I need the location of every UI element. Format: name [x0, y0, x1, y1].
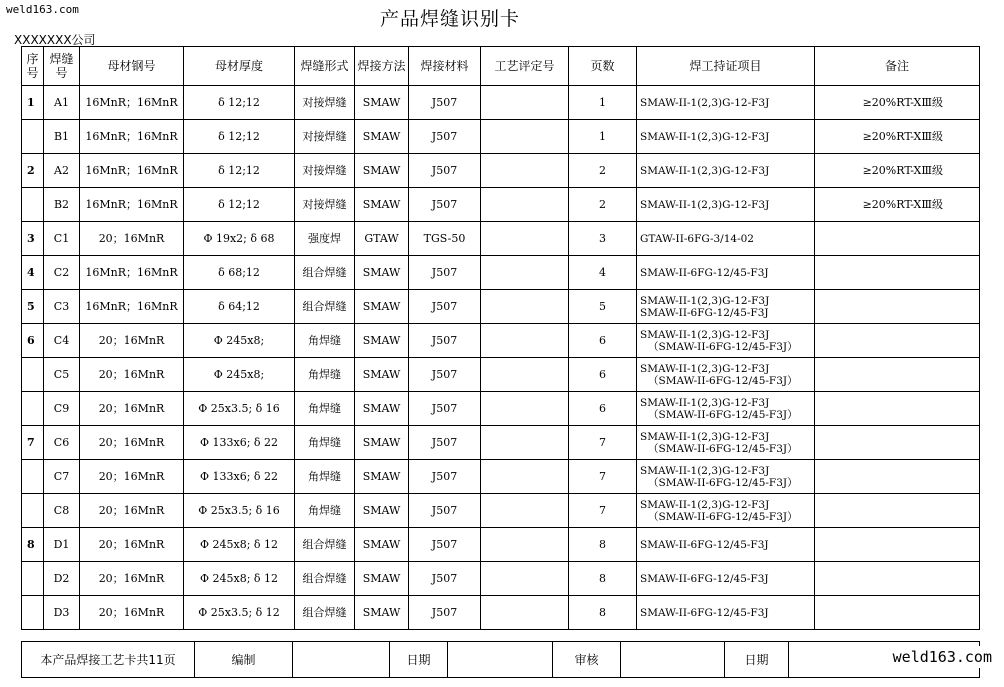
cell-seq: 3 — [22, 222, 44, 256]
table-row — [22, 290, 980, 324]
watermark-top: weld163.com — [6, 3, 79, 16]
cell-page: 8 — [569, 596, 637, 630]
cell-consumable: J507 — [409, 324, 481, 358]
cert-line-1: SMAW-II-1(2,3)G-12-F3J — [640, 464, 770, 477]
cell-thickness: Φ 25x3.5; δ 12 — [184, 596, 295, 630]
cell-method: SMAW — [355, 256, 409, 290]
cert-line-2: （SMAW-II-6FG-12/45-F3J） — [648, 340, 798, 353]
cell-material: 20；16MnR — [80, 494, 184, 528]
cell-form: 角焊缝 — [295, 324, 355, 358]
cell-note — [815, 460, 980, 494]
cell-page: 1 — [569, 86, 637, 120]
cell-cert — [637, 120, 815, 154]
cell-thickness: δ 64;12 — [184, 290, 295, 324]
cell-consumable: J507 — [409, 494, 481, 528]
cell-note — [815, 426, 980, 460]
company-name: XXXXXXX公司 — [14, 33, 96, 47]
cell-material: 20；16MnR — [80, 426, 184, 460]
cell-cert — [637, 426, 815, 460]
cell-consumable: J507 — [409, 86, 481, 120]
cell-weld-no: D2 — [44, 562, 80, 596]
cell-cert — [637, 188, 815, 222]
cell-cert — [637, 324, 815, 358]
table-row — [22, 86, 980, 120]
cell-material: 16MnR；16MnR — [80, 256, 184, 290]
cell-pqr — [481, 256, 569, 290]
cell-method: SMAW — [355, 460, 409, 494]
cell-consumable: J507 — [409, 562, 481, 596]
cell-seq: 5 — [22, 290, 44, 324]
table-row — [22, 562, 980, 596]
cell-page: 6 — [569, 392, 637, 426]
table-row — [22, 596, 980, 630]
cell-consumable: J507 — [409, 426, 481, 460]
cell-cert — [637, 222, 815, 256]
cell-note — [815, 256, 980, 290]
cell-seq — [22, 392, 44, 426]
header-note: 备注 — [815, 47, 980, 86]
cell-note: ≥20%RT-XⅢ级 — [815, 154, 980, 188]
cell-cert — [637, 154, 815, 188]
cell-cert — [637, 256, 815, 290]
cell-thickness: Φ 133x6; δ 22 — [184, 460, 295, 494]
cell-pqr — [481, 290, 569, 324]
cell-thickness: Φ 25x3.5; δ 16 — [184, 494, 295, 528]
cell-consumable: J507 — [409, 460, 481, 494]
footer-table — [21, 641, 980, 678]
table-row — [22, 392, 980, 426]
footer-date1-value[interactable] — [448, 642, 553, 678]
cell-note — [815, 596, 980, 630]
cell-page: 7 — [569, 426, 637, 460]
cell-form: 对接焊缝 — [295, 188, 355, 222]
cell-weld-no: C5 — [44, 358, 80, 392]
cell-method: SMAW — [355, 86, 409, 120]
cell-material: 16MnR；16MnR — [80, 188, 184, 222]
cert-line-2: （SMAW-II-6FG-12/45-F3J） — [648, 408, 798, 421]
table-row — [22, 324, 980, 358]
cert-line-1: SMAW-II-1(2,3)G-12-F3J — [640, 362, 770, 375]
table-row — [22, 154, 980, 188]
cell-seq — [22, 596, 44, 630]
cell-method: SMAW — [355, 596, 409, 630]
header-seq: 序号 — [22, 47, 44, 86]
cell-material: 20；16MnR — [80, 324, 184, 358]
cert-line-2: （SMAW-II-6FG-12/45-F3J） — [648, 442, 798, 455]
cell-thickness: δ 12;12 — [184, 188, 295, 222]
cell-weld-no: B1 — [44, 120, 80, 154]
cell-page: 2 — [569, 154, 637, 188]
cell-method: SMAW — [355, 290, 409, 324]
cell-seq: 7 — [22, 426, 44, 460]
cell-method: SMAW — [355, 324, 409, 358]
cell-thickness: δ 12;12 — [184, 86, 295, 120]
cell-weld-no: B2 — [44, 188, 80, 222]
cell-pqr — [481, 460, 569, 494]
cell-page: 4 — [569, 256, 637, 290]
footer-reviewed-label: 审核 — [553, 642, 621, 678]
cell-consumable: J507 — [409, 596, 481, 630]
cell-form: 组合焊缝 — [295, 290, 355, 324]
cell-form: 强度焊 — [295, 222, 355, 256]
cell-method: GTAW — [355, 222, 409, 256]
header-weld-no: 焊缝号 — [44, 47, 80, 86]
cell-pqr — [481, 562, 569, 596]
cell-page: 5 — [569, 290, 637, 324]
cell-seq — [22, 562, 44, 596]
cell-page: 8 — [569, 528, 637, 562]
cell-consumable: J507 — [409, 290, 481, 324]
cell-page: 7 — [569, 460, 637, 494]
cert-line-1: SMAW-II-1(2,3)G-12-F3J — [640, 396, 770, 409]
footer-row — [22, 642, 980, 678]
cell-method: SMAW — [355, 120, 409, 154]
footer-prepared-value[interactable] — [293, 642, 390, 678]
cell-note — [815, 358, 980, 392]
footer-date1-label: 日期 — [390, 642, 448, 678]
cell-pqr — [481, 154, 569, 188]
cell-seq — [22, 120, 44, 154]
cell-form: 组合焊缝 — [295, 256, 355, 290]
cell-material: 20；16MnR — [80, 222, 184, 256]
cell-page: 6 — [569, 358, 637, 392]
cell-material: 20；16MnR — [80, 528, 184, 562]
cell-form: 组合焊缝 — [295, 562, 355, 596]
table-row — [22, 528, 980, 562]
cell-method: SMAW — [355, 528, 409, 562]
header-row — [22, 47, 980, 86]
cell-thickness: δ 12;12 — [184, 154, 295, 188]
cert-line-1: SMAW-II-6FG-12/45-F3J — [640, 572, 769, 585]
cell-seq: 4 — [22, 256, 44, 290]
cell-weld-no: C8 — [44, 494, 80, 528]
cell-weld-no: C7 — [44, 460, 80, 494]
cell-pqr — [481, 86, 569, 120]
cell-pqr — [481, 120, 569, 154]
table-row — [22, 494, 980, 528]
table-row — [22, 222, 980, 256]
cell-method: SMAW — [355, 426, 409, 460]
cell-method: SMAW — [355, 358, 409, 392]
cell-method: SMAW — [355, 494, 409, 528]
cert-line-2: SMAW-II-6FG-12/45-F3J — [640, 306, 769, 319]
table-row — [22, 256, 980, 290]
cert-line-1: SMAW-II-1(2,3)G-12-F3J — [640, 294, 770, 307]
cell-cert — [637, 528, 815, 562]
cell-material: 20；16MnR — [80, 562, 184, 596]
header-thickness: 母材厚度 — [184, 47, 295, 86]
cell-material: 16MnR；16MnR — [80, 290, 184, 324]
table-row — [22, 426, 980, 460]
cell-weld-no: D1 — [44, 528, 80, 562]
cell-weld-no: C3 — [44, 290, 80, 324]
cell-thickness: δ 68;12 — [184, 256, 295, 290]
cell-pqr — [481, 222, 569, 256]
weld-identification-table — [21, 46, 980, 630]
cell-note: ≥20%RT-XⅢ级 — [815, 120, 980, 154]
cert-line-2: （SMAW-II-6FG-12/45-F3J） — [648, 476, 798, 489]
cell-thickness: Φ 19x2; δ 68 — [184, 222, 295, 256]
table-row — [22, 188, 980, 222]
header-pqr: 工艺评定号 — [481, 47, 569, 86]
cell-form: 角焊缝 — [295, 426, 355, 460]
cell-page: 1 — [569, 120, 637, 154]
cell-form: 对接焊缝 — [295, 120, 355, 154]
cell-cert — [637, 562, 815, 596]
cell-form: 组合焊缝 — [295, 596, 355, 630]
cell-note — [815, 290, 980, 324]
cell-material: 16MnR；16MnR — [80, 86, 184, 120]
cell-note: ≥20%RT-XⅢ级 — [815, 86, 980, 120]
cell-form: 角焊缝 — [295, 358, 355, 392]
cell-consumable: J507 — [409, 392, 481, 426]
cell-note — [815, 392, 980, 426]
cell-page: 6 — [569, 324, 637, 358]
cell-pqr — [481, 188, 569, 222]
cell-method: SMAW — [355, 562, 409, 596]
cell-weld-no: C6 — [44, 426, 80, 460]
cell-seq: 1 — [22, 86, 44, 120]
cell-seq — [22, 188, 44, 222]
cell-weld-no: C4 — [44, 324, 80, 358]
cell-material: 20；16MnR — [80, 596, 184, 630]
cell-pqr — [481, 596, 569, 630]
cell-thickness: Φ 25x3.5; δ 16 — [184, 392, 295, 426]
cell-cert — [637, 290, 815, 324]
cert-line-1: SMAW-II-1(2,3)G-12-F3J — [640, 198, 770, 211]
header-method: 焊接方法 — [355, 47, 409, 86]
cell-page: 3 — [569, 222, 637, 256]
header-page: 页数 — [569, 47, 637, 86]
cell-material: 20；16MnR — [80, 460, 184, 494]
cell-form: 角焊缝 — [295, 494, 355, 528]
cell-material: 16MnR；16MnR — [80, 154, 184, 188]
cell-note: ≥20%RT-XⅢ级 — [815, 188, 980, 222]
cell-consumable: J507 — [409, 528, 481, 562]
cell-cert — [637, 358, 815, 392]
cert-line-2: （SMAW-II-6FG-12/45-F3J） — [648, 510, 798, 523]
page-title: 产品焊缝识别卡 — [379, 8, 520, 30]
header-material: 母材钢号 — [80, 47, 184, 86]
cell-seq: 2 — [22, 154, 44, 188]
cell-cert — [637, 494, 815, 528]
cell-seq — [22, 460, 44, 494]
cell-pqr — [481, 358, 569, 392]
cell-method: SMAW — [355, 392, 409, 426]
cert-line-1: SMAW-II-1(2,3)G-12-F3J — [640, 430, 770, 443]
cell-note — [815, 562, 980, 596]
footer-reviewed-value[interactable] — [621, 642, 725, 678]
table-body — [22, 86, 980, 630]
cell-cert — [637, 596, 815, 630]
cell-seq — [22, 494, 44, 528]
cell-consumable: J507 — [409, 256, 481, 290]
footer-prepared-label: 编制 — [195, 642, 293, 678]
cell-page: 8 — [569, 562, 637, 596]
cert-line-1: GTAW-II-6FG-3/14-02 — [640, 232, 754, 245]
cell-material: 20；16MnR — [80, 358, 184, 392]
cell-cert — [637, 86, 815, 120]
cell-weld-no: C1 — [44, 222, 80, 256]
cert-line-1: SMAW-II-1(2,3)G-12-F3J — [640, 96, 770, 109]
cell-note — [815, 324, 980, 358]
cell-form: 角焊缝 — [295, 392, 355, 426]
cell-pqr — [481, 494, 569, 528]
cell-consumable: J507 — [409, 188, 481, 222]
cert-line-1: SMAW-II-1(2,3)G-12-F3J — [640, 328, 770, 341]
cell-note — [815, 494, 980, 528]
cell-pqr — [481, 324, 569, 358]
cell-weld-no: A2 — [44, 154, 80, 188]
cell-method: SMAW — [355, 188, 409, 222]
cert-line-1: SMAW-II-1(2,3)G-12-F3J — [640, 130, 770, 143]
cell-thickness: Φ 245x8; δ 12 — [184, 562, 295, 596]
table-row — [22, 358, 980, 392]
cert-line-2: （SMAW-II-6FG-12/45-F3J） — [648, 374, 798, 387]
cell-page: 7 — [569, 494, 637, 528]
cell-material: 20；16MnR — [80, 392, 184, 426]
cert-line-1: SMAW-II-1(2,3)G-12-F3J — [640, 164, 770, 177]
cell-thickness: Φ 245x8; — [184, 358, 295, 392]
cell-form: 组合焊缝 — [295, 528, 355, 562]
cert-line-1: SMAW-II-1(2,3)G-12-F3J — [640, 498, 770, 511]
cell-weld-no: C9 — [44, 392, 80, 426]
cell-thickness: Φ 133x6; δ 22 — [184, 426, 295, 460]
table-row — [22, 460, 980, 494]
cell-consumable: J507 — [409, 154, 481, 188]
cert-line-1: SMAW-II-6FG-12/45-F3J — [640, 606, 769, 619]
footer-date2-label: 日期 — [725, 642, 789, 678]
cell-seq — [22, 358, 44, 392]
cell-seq: 6 — [22, 324, 44, 358]
cell-form: 对接焊缝 — [295, 86, 355, 120]
cell-weld-no: C2 — [44, 256, 80, 290]
header-consumable: 焊接材料 — [409, 47, 481, 86]
cell-cert — [637, 392, 815, 426]
cell-consumable: TGS-50 — [409, 222, 481, 256]
cell-note — [815, 222, 980, 256]
header-form: 焊缝形式 — [295, 47, 355, 86]
cert-line-1: SMAW-II-6FG-12/45-F3J — [640, 538, 769, 551]
cell-pqr — [481, 392, 569, 426]
table-row — [22, 120, 980, 154]
cell-material: 16MnR；16MnR — [80, 120, 184, 154]
cell-pqr — [481, 426, 569, 460]
cell-pqr — [481, 528, 569, 562]
cell-note — [815, 528, 980, 562]
cell-page: 2 — [569, 188, 637, 222]
cell-form: 角焊缝 — [295, 460, 355, 494]
cell-consumable: J507 — [409, 120, 481, 154]
cell-method: SMAW — [355, 154, 409, 188]
cell-weld-no: A1 — [44, 86, 80, 120]
cell-weld-no: D3 — [44, 596, 80, 630]
cell-seq: 8 — [22, 528, 44, 562]
footer-total-pages: 本产品焊接工艺卡共11页 — [22, 642, 195, 678]
cell-consumable: J507 — [409, 358, 481, 392]
watermark-bottom: weld163.com — [889, 646, 996, 668]
header-cert: 焊工持证项目 — [637, 47, 815, 86]
cell-thickness: δ 12;12 — [184, 120, 295, 154]
cell-thickness: Φ 245x8; δ 12 — [184, 528, 295, 562]
cell-cert — [637, 460, 815, 494]
cert-line-1: SMAW-II-6FG-12/45-F3J — [640, 266, 769, 279]
cell-form: 对接焊缝 — [295, 154, 355, 188]
cell-thickness: Φ 245x8; — [184, 324, 295, 358]
